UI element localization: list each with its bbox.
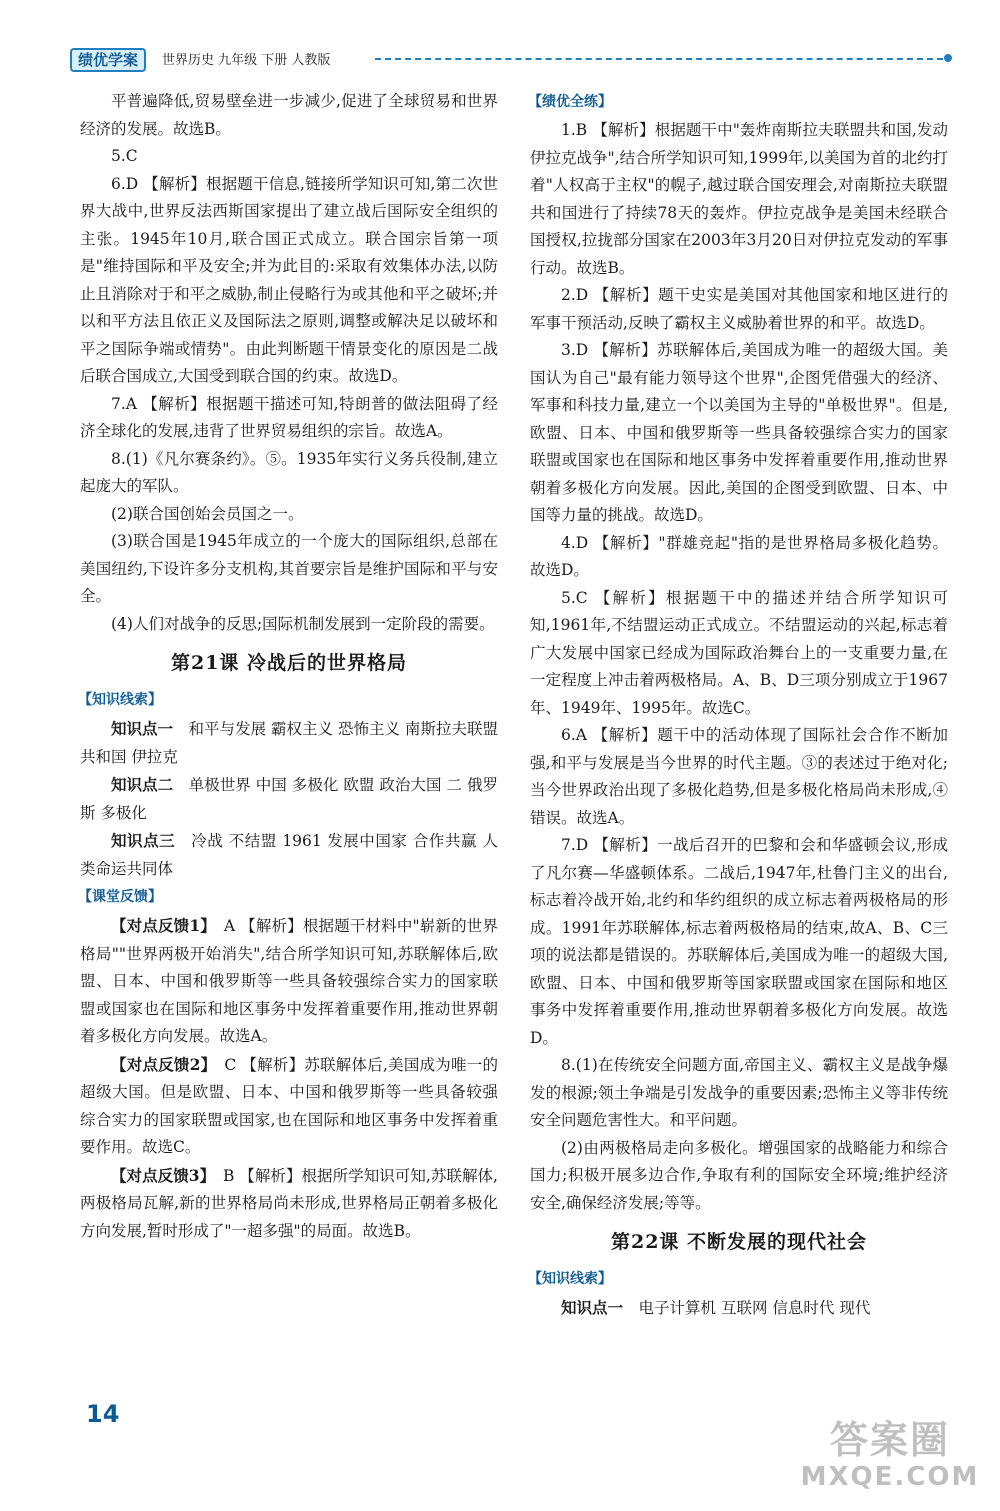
watermark: [800, 1418, 980, 1492]
feedback-paragraph: [80, 912, 498, 1051]
feedback-text: A 【解析】根据题干材料中"崭新的世界格局""世界两极开始消失",结合所学知识可知,苏联解体后,欧盟、日本、中国和俄罗斯等一些具备较强综合实力的国家联盟或国家也在国际和地区事务中发挥着重要作用,推动世界朝着多极化方向发展。故选A。: [80, 917, 498, 1045]
section-label-clues: 【知识线索】: [528, 1271, 612, 1287]
knowledge-point-text: 电子计算机 互联网 信息时代 现代: [638, 1299, 871, 1317]
brand-logo: 绩优学案: [70, 48, 146, 72]
answer-paragraph: 5.C 【解析】根据题干中的描述并结合所学知识可知,1961年,不结盟运动正式成立。不结盟运动的兴起,标志着广大发展中国家已经成为国际政治舞台上的一支重要力量,在一定程度上冲击着两极格局。A、B、D三项分别成立于1967年、1949年、1995年。故选C。: [530, 588, 948, 717]
feedback-label: 【对点反馈1】: [111, 916, 209, 935]
knowledge-point: [80, 771, 498, 827]
knowledge-point-label: 知识点二: [111, 775, 174, 794]
knowledge-point-label: 知识点一: [561, 1298, 624, 1317]
knowledge-point-text: 冷战 不结盟 1961 发展中国家 合作共赢 人类命运共同体: [80, 832, 498, 878]
feedback-label: 【对点反馈3】: [111, 1165, 208, 1185]
section-label-feedback: 【课堂反馈】: [78, 889, 162, 905]
watermark-url: MXQE.COM: [800, 1462, 980, 1492]
knowledge-point: [80, 715, 498, 771]
lesson-22-title: 第22课 不断发展的现代社会: [610, 1231, 868, 1253]
knowledge-point-label: 知识点一: [111, 719, 174, 738]
subject-title: 世界历史 九年级 下册 人教版: [162, 53, 331, 68]
knowledge-point-text: 和平与发展 霸权主义 恐怖主义 南斯拉夫联盟共和国 伊拉克: [80, 720, 498, 766]
page-header: [70, 46, 950, 72]
feedback-paragraph: [80, 1051, 498, 1162]
knowledge-point-text: 单极世界 中国 多极化 欧盟 政治大国 二 俄罗斯 多极化: [80, 776, 498, 822]
answer-paragraph: 平普遍降低,贸易壁垒进一步减少,促进了全球贸易和世界经济的发展。故选B。: [80, 92, 498, 138]
answer-paragraph: (4)人们对战争的反思;国际机制发展到一定阶段的需要。: [111, 614, 495, 633]
answer-paragraph: 8.(1)《凡尔赛条约》。⑤。1935年实行义务兵役制,建立起庞大的军队。: [80, 449, 498, 495]
answer-paragraph: 1.B 【解析】根据题干中"轰炸南斯拉夫联盟共和国,发动伊拉克战争",结合所学知识可知,1999年,以美国为首的北约打着"人权高于主权"的幌子,越过联合国安理会,对南斯拉夫联盟共和国进行了持续78天的轰炸。伊拉克战争是美国未经联合国授权,拉拢部分国家在2003年3月20日对伊拉克发动的军事行动。故选B。: [530, 121, 948, 277]
right-column: [530, 88, 948, 1323]
answer-paragraph: 6.D 【解析】根据题干信息,链接所学知识可知,第二次世界大战中,世界反法西斯国家提出了建立战后国际安全组织的主张。1945年10月,联合国正式成立。联合国宗旨第一项是"维持国际和平及安全;并为此目的:采取有效集体办法,以防止且消除对于和平之威胁,制止侵略行为或其他和平之破坏;并以和平方法且依正义及国际法之原则,调整或解决足以破坏和平之国际争端或情势"。由此判断题干情景变化的原因是二战后联合国成立,大国受到联合国的约束。故选D。: [80, 174, 498, 385]
header-dot-icon: [944, 54, 952, 62]
knowledge-point: [530, 1294, 948, 1323]
header-divider: [375, 58, 943, 60]
answer-paragraph: 2.D 【解析】题干史实是美国对其他国家和地区进行的军事干预活动,反映了霸权主义威胁着世界的和平。故选D。: [530, 286, 948, 332]
knowledge-point-label: 知识点三: [111, 831, 176, 850]
answer-paragraph: 4.D 【解析】"群雄竞起"指的是世界格局多极化趋势。故选D。: [530, 533, 948, 579]
lesson-21-title: 第21课 冷战后的世界格局: [170, 652, 408, 674]
feedback-text: C 【解析】苏联解体后,美国成为唯一的超级大国。但是欧盟、日本、中国和俄罗斯等一些具备较强综合实力的国家联盟或国家,也在国际和地区事务中发挥着重要作用。故选C。: [80, 1055, 498, 1156]
answer-paragraph: (3)联合国是1945年成立的一个庞大的国际组织,总部在美国纽约,下设许多分支机构,其首要宗旨是维护国际和平与安全。: [80, 532, 498, 605]
answer-paragraph: (2)由两极格局走向多极化。增强国家的战略能力和综合国力;积极开展多边合作,争取有利的国际安全环境;维护经济安全,确保经济发展;等等。: [530, 1138, 948, 1212]
section-label-clues: 【知识线索】: [78, 692, 162, 708]
answer-paragraph: 5.C: [111, 147, 138, 165]
watermark-logo-text: 答案圈: [829, 1418, 950, 1462]
answer-paragraph: 7.D 【解析】一战后召开的巴黎和会和华盛顿会议,形成了凡尔赛—华盛顿体系。二战后,1947年,杜鲁门主义的出台,标志着冷战开始,北约和华约组织的成立标志着两极格局的形成。1991年苏联解体,标志着两极格局的结束,故A、B、C三项的说法都是错误的。苏联解体后,美国成为唯一的超级大国,欧盟、日本、中国和俄罗斯等国家联盟或国家在国际和地区事务中发挥着重要作用,推动世界朝着多极化方向发展。故选D。: [530, 836, 948, 1047]
answer-paragraph: 3.D 【解析】苏联解体后,美国成为唯一的超级大国。美国认为自己"最有能力领导这个世界",企图凭借强大的经济、军事和科技力量,建立一个以美国为主导的"单极世界"。但是,欧盟、日本、中国和俄罗斯等一些具备较强综合实力的国家联盟或国家也在国际和地区事务中发挥着重要作用,推动世界朝着多极化方向发展。因此,美国的企图受到欧盟、日本、中国等力量的挑战。故选D。: [530, 341, 948, 524]
page-number: 14: [86, 1400, 120, 1428]
answer-paragraph: 6.A 【解析】题干中的活动体现了国际社会合作不断加强,和平与发展是当今世界的时代主题。③的表述过于绝对化;当今世界政治出现了多极化趋势,但是多极化格局尚未形成,④错误。故选A。: [530, 726, 948, 827]
feedback-label: 【对点反馈2】: [111, 1054, 209, 1074]
knowledge-point: [80, 827, 498, 883]
answer-paragraph: 7.A 【解析】根据题干描述可知,特朗普的做法阻碍了经济全球化的发展,违背了世界贸易组织的宗旨。故选A。: [80, 394, 498, 440]
answer-paragraph: 8.(1)在传统安全问题方面,帝国主义、霸权主义是战争爆发的根源;领土争端是引发战争的重要因素;恐怖主义等非传统安全问题危害性大。和平问题。: [530, 1056, 948, 1129]
section-label-practice: 【绩优全练】: [528, 94, 612, 110]
feedback-text: B 【解析】根据所学知识可知,苏联解体,两极格局瓦解,新的世界格局尚未形成,世界格局正朝着多极化方向发展,暂时形成了"一超多强"的局面。故选B。: [80, 1166, 498, 1240]
left-column: [80, 88, 498, 1245]
feedback-paragraph: [80, 1162, 498, 1246]
answer-paragraph: (2)联合国创始会员国之一。: [111, 504, 304, 523]
